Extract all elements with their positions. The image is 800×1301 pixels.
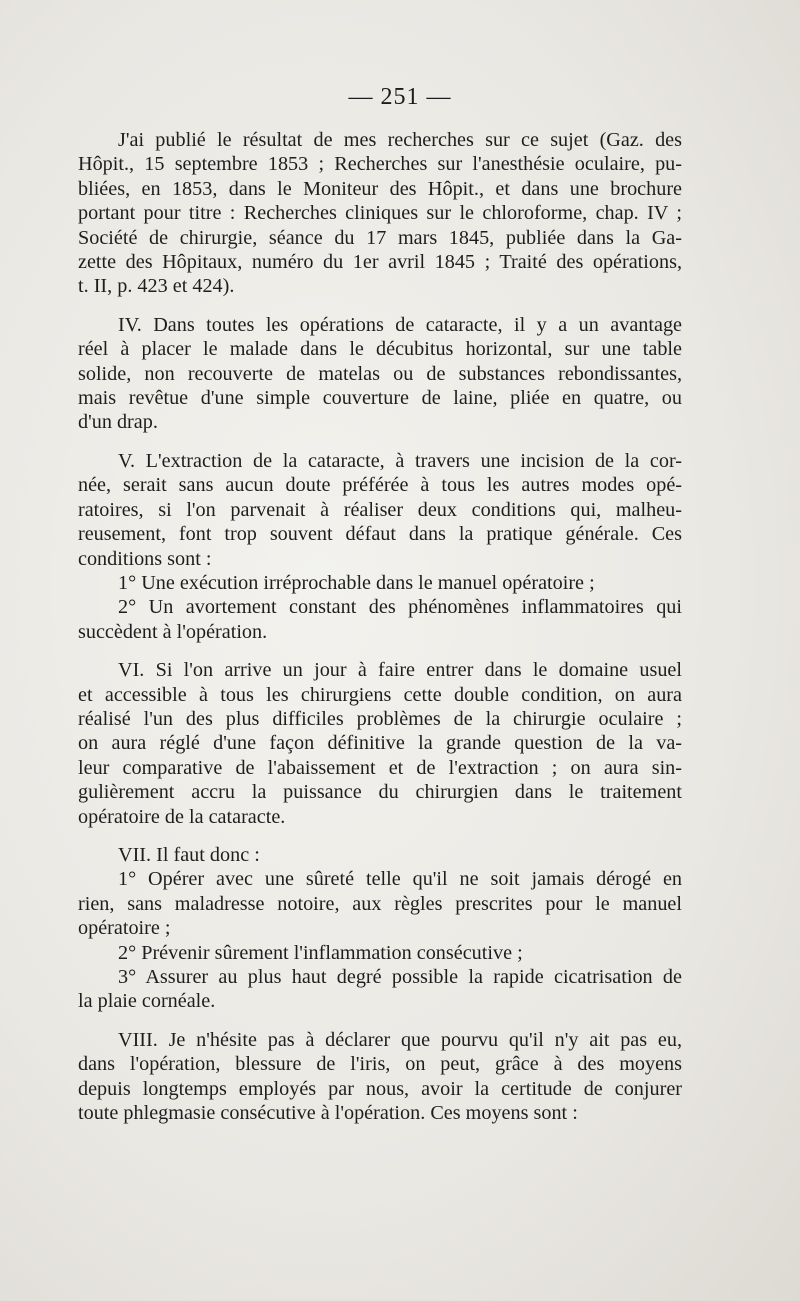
- text-line: succèdent à l'opération.: [78, 620, 268, 643]
- text-line: d'un drap.: [78, 411, 158, 434]
- text-line: 1° Une exécution irréprochable dans le manuel opératoire ;: [118, 571, 595, 594]
- text-line: 1° Opérer avec une sûreté telle qu'il ne soit jamais dérogé en: [118, 868, 682, 891]
- paragraph-section-v: [78, 449, 682, 644]
- text-line: dans l'opération, blessure de l'iris, on peut, grâce à des moyens: [78, 1053, 682, 1076]
- text-line: et accessible à tous les chirurgiens cette double condition, on aura: [78, 683, 682, 706]
- text-line: 2° Prévenir sûrement l'inflammation consécutive ;: [118, 941, 523, 964]
- text-line: née, serait sans aucun doute préférée à tous les autres modes opé-: [78, 474, 682, 497]
- paragraph-section-viii: [78, 1028, 682, 1126]
- text-line: depuis longtemps employés par nous, avoir la certitude de conjurer: [78, 1077, 682, 1100]
- text-line: zette des Hôpitaux, numéro du 1er avril 1845 ; Traité des opérations,: [78, 251, 682, 274]
- text-line: bliées, en 1853, dans le Moniteur des Hôpit., et dans une brochure: [78, 177, 682, 200]
- paragraph-section-vii: [78, 843, 682, 1014]
- text-line: IV. Dans toutes les opérations de cataracte, il y a un avantage: [118, 313, 682, 336]
- text-line: VII. Il faut donc :: [118, 843, 260, 866]
- text-line: J'ai publié le résultat de mes recherches sur ce sujet (Gaz. des: [118, 129, 682, 151]
- paragraph-section-vi: [78, 658, 682, 829]
- paragraph-section-iv: [78, 313, 682, 435]
- text-line: VI. Si l'on arrive un jour à faire entrer dans le domaine usuel: [118, 659, 682, 682]
- text-line: t. II, p. 423 et 424).: [78, 275, 235, 298]
- text-line: portant pour titre : Recherches cliniques sur le chloroforme, chap. IV ;: [78, 202, 682, 225]
- text-line: ratoires, si l'on parvenait à réaliser deux conditions qui, malheu-: [78, 498, 682, 521]
- text-line: Société de chirurgie, séance du 17 mars 1845, publiée dans la Ga-: [78, 226, 682, 249]
- text-line: opératoire ;: [78, 917, 171, 940]
- text-line: réel à placer le malade dans le décubitus horizontal, sur une table: [78, 338, 682, 361]
- text-line: Hôpit., 15 septembre 1853 ; Recherches sur l'anesthésie oculaire, pu-: [78, 153, 682, 176]
- text-line: solide, non recouverte de matelas ou de substances rebondissantes,: [78, 362, 682, 385]
- text-line: VIII. Je n'hésite pas à déclarer que pourvu qu'il n'y ait pas eu,: [118, 1028, 682, 1051]
- page-body: [78, 128, 682, 1125]
- text-line: reusement, font trop souvent défaut dans la pratique générale. Ces: [78, 523, 682, 546]
- page-number: — 251 —: [348, 84, 452, 110]
- text-line: 3° Assurer au plus haut degré possible la rapide cicatrisation de: [118, 966, 682, 988]
- text-line: toute phlegmasie consécutive à l'opération. Ces moyens sont :: [78, 1102, 578, 1125]
- text-line: on aura réglé d'une façon définitive la grande question de la va-: [78, 732, 682, 755]
- text-line: mais revêtue d'une simple couverture de laine, pliée en quatre, ou: [78, 387, 682, 410]
- text-line: rien, sans maladresse notoire, aux règles prescrites pour le manuel: [78, 892, 682, 915]
- paragraph-intro: [78, 128, 682, 299]
- text-line: conditions sont :: [78, 547, 212, 570]
- text-line: 2° Un avortement constant des phénomènes inflammatoires qui: [118, 596, 682, 619]
- text-line: leur comparative de l'abaissement et de l'extraction ; on aura sin-: [78, 756, 682, 779]
- text-line: la plaie cornéale.: [78, 990, 216, 1013]
- text-line: V. L'extraction de la cataracte, à travers une incision de la cor-: [118, 449, 682, 472]
- text-line: opératoire de la cataracte.: [78, 805, 286, 828]
- text-line: gulièrement accru la puissance du chirurgien dans le traitement: [78, 781, 682, 804]
- text-line: réalisé l'un des plus difficiles problèmes de la chirurgie oculaire ;: [78, 707, 682, 730]
